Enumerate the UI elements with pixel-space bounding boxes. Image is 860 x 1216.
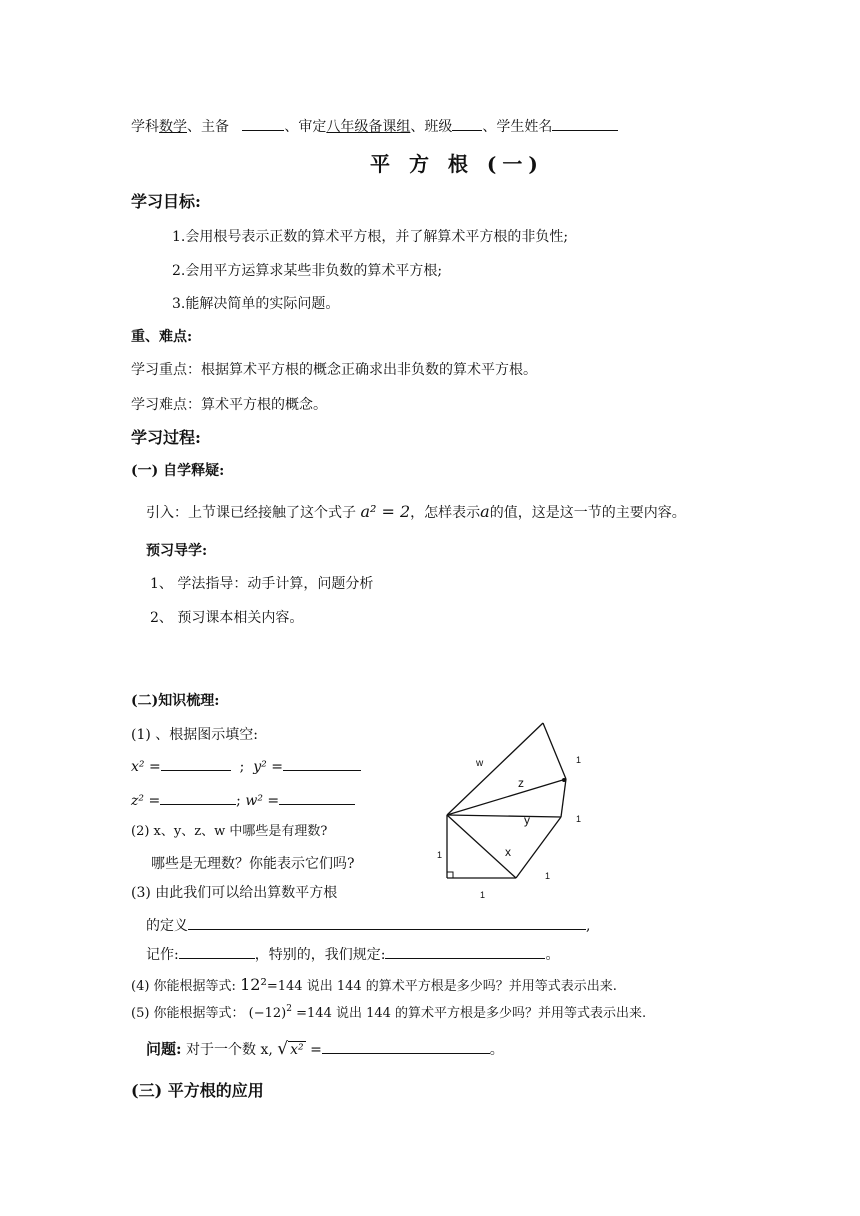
problem-text: 对于一个数 x, [186,1042,273,1058]
eq-z-label: z² = [131,793,161,809]
question-4-b: =144 说出 144 的算术平方根是多少吗？并用等式表示出来. [266,979,617,994]
segment-step-1 [516,817,561,878]
radical-expression: √ x² [277,1039,304,1059]
question-3b: 的定义 [146,918,188,934]
process-heading: 学习过程: [131,428,201,447]
goal-item-3: 3.能解决简单的实际问题。 [172,296,340,312]
key-points-heading: 重、难点: [131,329,193,345]
problem-equals: = [310,1042,322,1058]
question-3c-b: ，特别的，我们规定: [254,947,386,963]
eq-w-blank[interactable] [279,791,355,805]
question-4-eq: 12² [240,975,267,994]
subject-value: 数学 [159,119,187,135]
goal-item-2: 2.会用平方运算求某些非负数的算术平方根; [172,263,443,279]
goal-item-1: 1.会用根号表示正数的算术平方根，并了解算术平方根的非负性; [172,229,569,245]
question-3c-line [146,945,559,964]
hypotenuse-w [447,723,543,815]
label-z: z [518,776,524,790]
equation-row-xy [131,757,361,776]
hypotenuse-x [447,815,516,878]
label-one-3: 1 [437,850,443,860]
label-one-4: 1 [545,871,551,881]
question-3b-line [146,916,590,935]
preview-heading: 预习导学: [146,543,208,559]
right-angle-mark-base [447,872,453,878]
difficult-point: 学习难点：算术平方根的概念。 [131,397,327,413]
eq-x-label: x² = [131,759,161,775]
problem-blank[interactable] [322,1040,490,1054]
question-4-a: (4) 你能根据等式: [131,979,236,994]
preparer-blank[interactable] [242,117,284,131]
eq-w-label: w² = [245,793,280,809]
intro-text-b: ，怎样表示 [410,505,481,521]
question-5-line [131,1005,646,1023]
question-3c-a: 记作: [146,947,179,963]
segment-step-2 [561,779,566,817]
class-blank[interactable] [452,117,482,131]
subject-label: 学科 [131,119,159,135]
notation-blank[interactable] [179,945,255,959]
rule-blank[interactable] [385,945,545,959]
part3-heading: (三) 平方根的应用 [131,1081,264,1100]
label-one-5: 1 [480,890,486,900]
label-y: y [524,813,530,827]
problem-end: 。 [489,1042,504,1058]
label-w: w [476,758,484,769]
eq-y-label: y² = [253,759,283,775]
part1-heading: (一) 自学释疑: [131,463,225,479]
goals-heading: 学习目标: [131,192,201,211]
intro-equation: a² = 2 [360,502,411,521]
hypotenuse-y [447,815,561,817]
page-title: 平 方 根 (一) [370,152,544,176]
segment-step-3 [543,723,566,779]
semicolon-2: ; [236,793,241,809]
question-2b: 哪些是无理数？你能表示它们吗? [151,856,355,872]
problem-line [146,1040,504,1059]
semicolon: ; [239,759,245,775]
header-line [131,117,618,136]
problem-label: 问题: [146,1040,182,1058]
part2-heading: (二)知识梳理: [131,693,220,709]
student-name-blank[interactable] [552,117,618,131]
label-one-2: 1 [576,814,582,824]
intro-variable: a [480,502,490,521]
question-4-line [131,976,617,996]
header-sep-2: 、审定 [284,119,327,135]
preview-item-2: 2、 预习课本相关内容。 [150,610,304,626]
eq-x-blank[interactable] [161,757,231,771]
header-sep-1: 、主备 [187,119,229,135]
vertex-dot [562,778,566,782]
question-5-sup: 2 [286,1004,292,1014]
intro-text-c: 的值，这是这一节的主要内容。 [489,505,686,521]
eq-y-blank[interactable] [283,757,361,771]
question-2a: (2) x、y、z、w 中哪些是有理数? [131,824,328,839]
hypotenuse-z [447,779,566,815]
label-one-1: 1 [576,755,582,765]
header-sep-4: 、学生姓名 [482,119,553,135]
definition-blank[interactable] [188,916,586,930]
key-point: 学习重点：根据算术平方根的概念正确求出非负数的算术平方根。 [131,362,537,378]
question-5-a: (5) 你能根据等式： (−12) [131,1006,287,1021]
header-sep-3: 、班级 [410,119,453,135]
question-5-b: =144 说出 144 的算术平方根是多少吗？并用等式表示出来. [296,1006,647,1021]
radicand: x² [290,1042,304,1058]
eq-z-blank[interactable] [160,791,236,805]
reviewer-value: 八年级备课组 [326,119,411,135]
equation-row-zw [131,791,355,810]
question-1: (1) 、根据图示填空: [131,727,258,743]
question-3b-end: , [586,918,591,934]
label-x: x [505,845,511,859]
intro-line [146,503,686,522]
intro-text-a: 引入：上节课已经接触了这个式子 [146,505,356,521]
question-3c-end: 。 [545,947,560,963]
preview-item-1: 1、 学法指导：动手计算，问题分析 [150,576,374,592]
question-3a: (3) 由此我们可以给出算数平方根 [131,885,338,901]
